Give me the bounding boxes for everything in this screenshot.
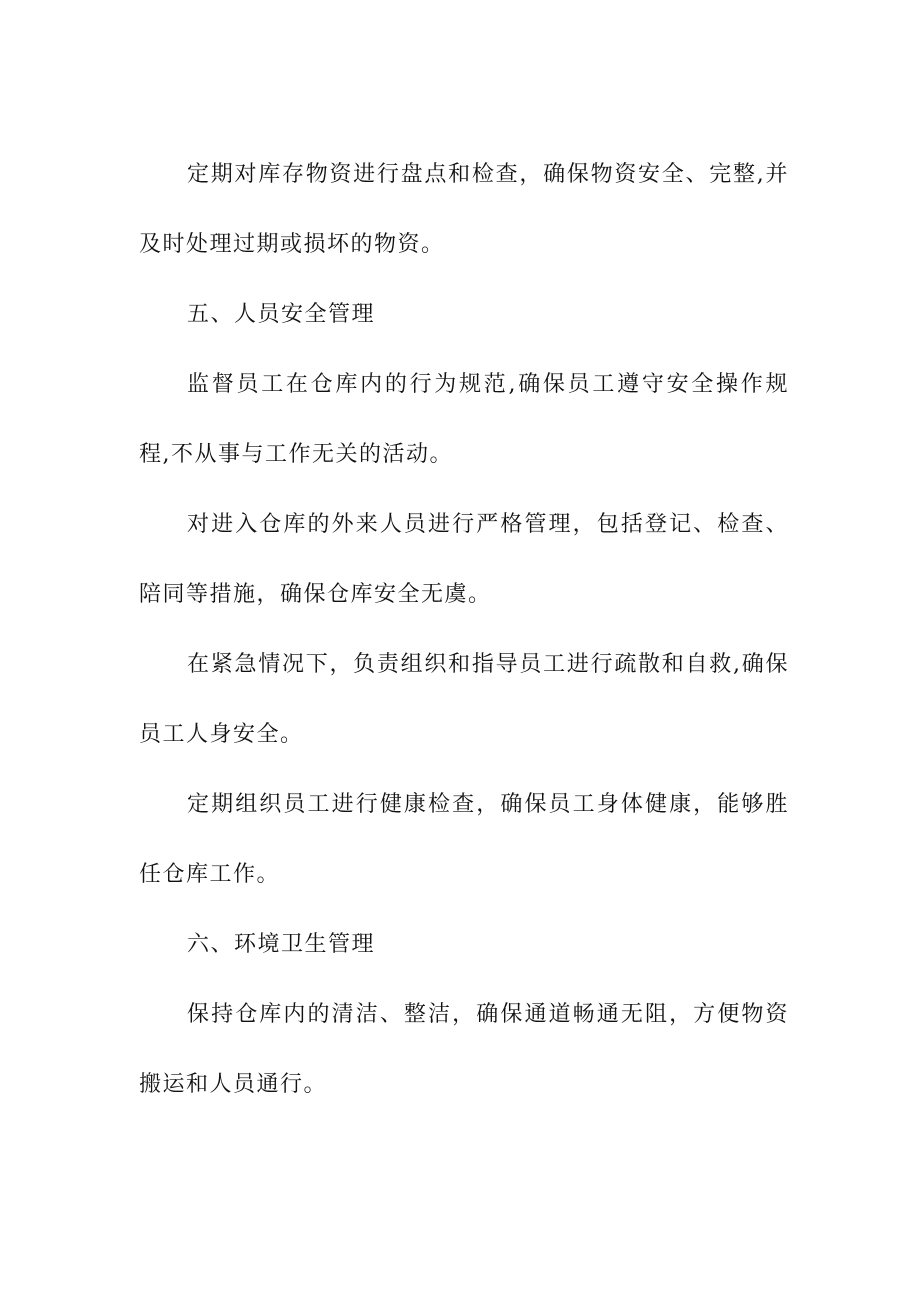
section-heading-environment-hygiene: 六、环境卫生管理 [187, 932, 376, 957]
section-heading-personnel-safety: 五、人员安全管理 [187, 302, 376, 327]
document-body [139, 140, 789, 1120]
paragraph-visitor-management: 对进入仓库的外来人员进行严格管理，包括登记、检查、陪同等措施，确保仓库安全无虞。 [139, 512, 789, 607]
paragraph-staff-conduct: 监督员工在仓库内的行为规范,确保员工遵守安全操作规程,不从事与工作无关的活动。 [139, 372, 789, 467]
paragraph-cleanliness: 保持仓库内的清洁、整洁，确保通道畅通无阻，方便物资搬运和人员通行。 [139, 1002, 789, 1097]
paragraph-health-check: 定期组织员工进行健康检查，确保员工身体健康，能够胜任仓库工作。 [139, 792, 789, 887]
paragraph-emergency-evacuation: 在紧急情况下，负责组织和指导员工进行疏散和自救,确保员工人身安全。 [139, 652, 789, 747]
paragraph-inventory-check: 定期对库存物资进行盘点和检查，确保物资安全、完整,并及时处理过期或损坏的物资。 [139, 162, 789, 257]
